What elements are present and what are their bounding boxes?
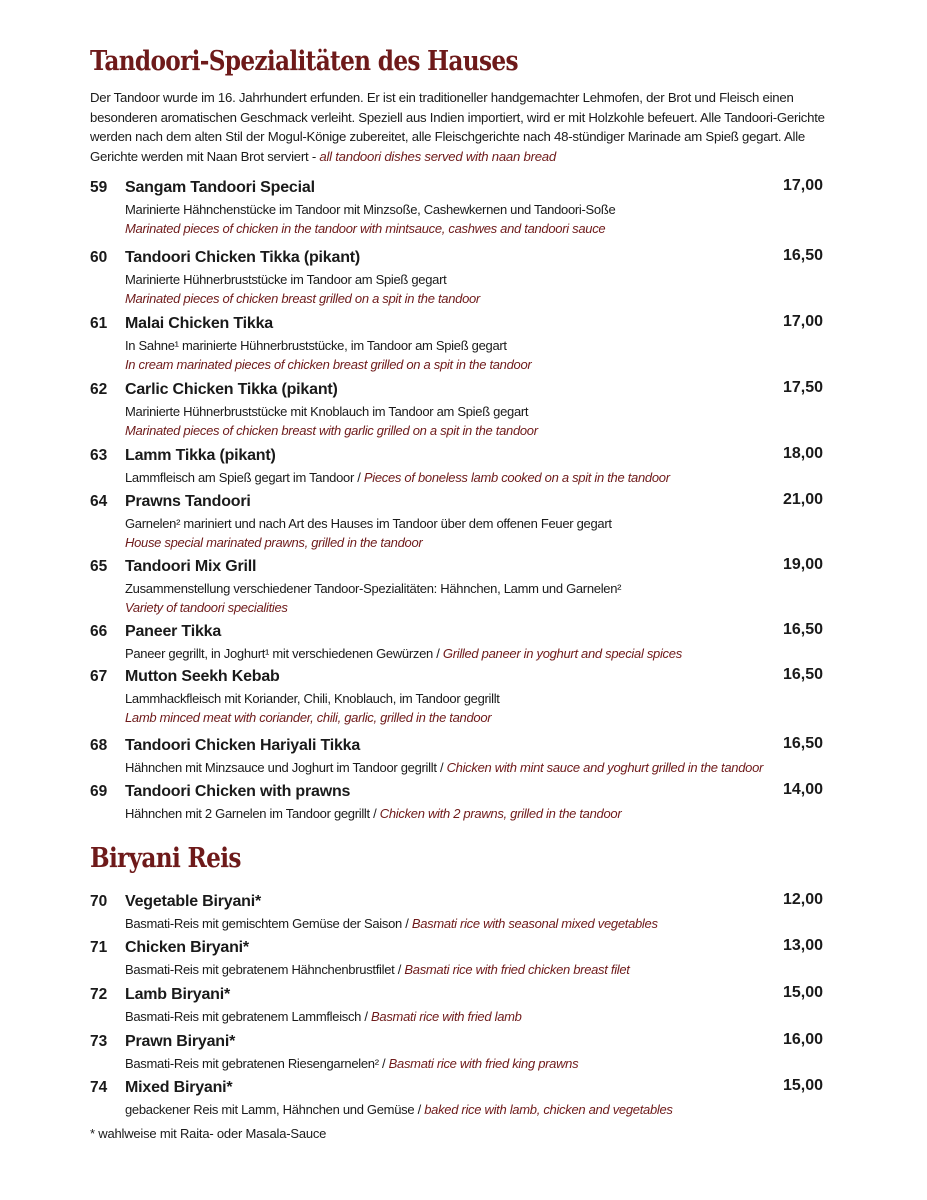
- item-number: 66: [90, 623, 108, 640]
- item-description-german: Hähnchen mit 2 Garnelen im Tandoor gegrillt: [125, 806, 370, 821]
- item-name: Prawn Biryani*: [125, 1033, 236, 1050]
- item-description-german: Garnelen² mariniert und nach Art des Hauses im Tandoor über dem offenen Feuer gegart: [125, 516, 612, 531]
- item-description: [125, 1054, 825, 1073]
- item-price: 15,00: [782, 1077, 823, 1094]
- menu-item-65: [90, 558, 825, 617]
- item-price: 16,00: [782, 1031, 823, 1048]
- item-description-english: Basmati rice with seasonal mixed vegetables: [411, 916, 658, 931]
- menu-item-67: [90, 668, 825, 727]
- item-description-german: Basmati-Reis mit gebratenen Riesengarnelen²: [125, 1056, 379, 1071]
- separator: /: [353, 470, 364, 485]
- biryani-footnote: * wahlweise mit Raita- oder Masala-Sauce: [90, 1126, 327, 1141]
- separator: /: [401, 916, 412, 931]
- item-description-german: Basmati-Reis mit gemischtem Gemüse der Saison: [125, 916, 402, 931]
- item-number: 63: [90, 447, 108, 464]
- item-number: 60: [90, 249, 108, 266]
- item-number: 59: [90, 179, 108, 196]
- item-name: Tandoori Chicken Tikka (pikant): [125, 249, 361, 266]
- item-price: 13,00: [782, 937, 823, 954]
- item-description-english: Basmati rice with fried lamb: [371, 1009, 522, 1024]
- item-description-english: Marinated pieces of chicken breast with garlic grilled on a spit in the tandoor: [125, 423, 538, 438]
- item-description: [125, 758, 825, 777]
- item-name: Sangam Tandoori Special: [125, 179, 315, 196]
- menu-item-73: [90, 1033, 825, 1073]
- item-description-english: Marinated pieces of chicken breast grilled on a spit in the tandoor: [125, 291, 480, 306]
- item-description-english: baked rice with lamb, chicken and vegetables: [424, 1102, 673, 1117]
- item-price: 16,50: [782, 621, 823, 638]
- item-name: Tandoori Mix Grill: [125, 558, 257, 575]
- item-name: Mutton Seekh Kebab: [125, 668, 280, 685]
- tandoori-intro-english: all tandoori dishes served with naan bread: [319, 148, 556, 164]
- menu-item-71: [90, 939, 825, 979]
- item-price: 21,00: [782, 491, 823, 508]
- tandoori-intro-german: Der Tandoor wurde im 16. Jahrhundert erfunden. Er ist ein traditioneller handgemachter Lehmofen, der Brot und Fleisch einen besonderen aromatischen Geschmack verleiht. Speziell aus Indien importiert, wird er mit Holzkohle befeuert. Alle Tandoori-Gerichte werden nach dem alten Stil der Mogul-Könige zubereitet, alle Fleischgerichte nach 48-stündiger Marinade am Spieß gegart. Alle Gerichte werden mit Naan Brot serviert -: [90, 90, 825, 164]
- item-description-german: Basmati-Reis mit gebratenem Lammfleisch: [125, 1009, 362, 1024]
- item-name: Lamm Tikka (pikant): [125, 447, 276, 464]
- item-name: Tandoori Chicken Hariyali Tikka: [125, 737, 361, 754]
- item-name: Prawns Tandoori: [125, 493, 251, 510]
- item-description-english: Basmati rice with fried king prawns: [388, 1056, 579, 1071]
- item-description-german: Marinierte Hühnerbruststücke mit Knoblauch im Tandoor am Spieß gegart: [125, 404, 529, 419]
- menu-item-60: [90, 249, 825, 308]
- item-number: 69: [90, 783, 108, 800]
- item-description: [125, 468, 825, 487]
- item-price: 19,00: [782, 556, 823, 573]
- biryani-section-title: Biryani Reis: [90, 843, 241, 874]
- item-description: [125, 804, 825, 823]
- item-description-german: Paneer gegrillt, in Joghurt¹ mit verschiedenen Gewürzen: [125, 646, 433, 661]
- item-description-german: Lammfleisch am Spieß gegart im Tandoor: [125, 470, 354, 485]
- item-description-english: Marinated pieces of chicken in the tandoor with mintsauce, cashwes and tandoori sauce: [125, 221, 606, 236]
- item-name: Chicken Biryani*: [125, 939, 249, 956]
- menu-item-62: [90, 381, 825, 440]
- item-description: [125, 1100, 825, 1119]
- item-description-german: gebackener Reis mit Lamm, Hähnchen und Gemüse: [125, 1102, 415, 1117]
- item-name: Tandoori Chicken with prawns: [125, 783, 351, 800]
- separator: /: [432, 646, 443, 661]
- item-price: 17,50: [782, 379, 823, 396]
- item-description: [125, 960, 825, 979]
- item-description-german: In Sahne¹ marinierte Hühnerbruststücke, im Tandoor am Spieß gegart: [125, 338, 507, 353]
- item-description-german: Marinierte Hühnerbruststücke im Tandoor am Spieß gegart: [125, 272, 447, 287]
- item-description-english: Chicken with 2 prawns, grilled in the tandoor: [379, 806, 622, 821]
- item-description-german: Zusammenstellung verschiedener Tandoor-Spezialitäten: Hähnchen, Lamm und Garnelen²: [125, 581, 622, 596]
- item-description-english: In cream marinated pieces of chicken breast grilled on a spit in the tandoor: [125, 357, 532, 372]
- item-price: 17,00: [782, 177, 823, 194]
- menu-item-69: [90, 783, 825, 823]
- item-name: Mixed Biryani*: [125, 1079, 233, 1096]
- item-description-english: Pieces of boneless lamb cooked on a spit in the tandoor: [363, 470, 670, 485]
- separator: /: [414, 1102, 425, 1117]
- item-description-english: House special marinated prawns, grilled in the tandoor: [125, 535, 423, 550]
- item-number: 64: [90, 493, 108, 510]
- separator: /: [361, 1009, 372, 1024]
- separator: /: [394, 962, 405, 977]
- menu-item-68: [90, 737, 825, 777]
- item-price: 14,00: [782, 781, 823, 798]
- item-price: 16,50: [782, 666, 823, 683]
- item-description-english: Grilled paneer in yoghurt and special spices: [442, 646, 682, 661]
- item-description-german: Lammhackfleisch mit Koriander, Chili, Knoblauch, im Tandoor gegrillt: [125, 691, 500, 706]
- item-number: 67: [90, 668, 108, 685]
- item-description-german: Basmati-Reis mit gebratenem Hähnchenbrustfilet: [125, 962, 395, 977]
- item-price: 15,00: [782, 984, 823, 1001]
- menu-item-74: [90, 1079, 825, 1119]
- item-price: 16,50: [782, 247, 823, 264]
- item-description-german: Marinierte Hähnchenstücke im Tandoor mit Minzsoße, Cashewkernen und Tandoori-Soße: [125, 202, 616, 217]
- menu-item-72: [90, 986, 825, 1026]
- item-description-english: Lamb minced meat with coriander, chili, garlic, grilled in the tandoor: [125, 710, 492, 725]
- item-name: Carlic Chicken Tikka (pikant): [125, 381, 338, 398]
- item-name: Vegetable Biryani*: [125, 893, 262, 910]
- item-price: 12,00: [782, 891, 823, 908]
- item-description-english: Chicken with mint sauce and yoghurt grilled in the tandoor: [446, 760, 764, 775]
- item-description-english: Basmati rice with fried chicken breast filet: [404, 962, 630, 977]
- item-description: [125, 1007, 825, 1026]
- item-name: Paneer Tikka: [125, 623, 222, 640]
- tandoori-section-title: Tandoori-Spezialitäten des Hauses: [90, 46, 518, 77]
- item-number: 62: [90, 381, 108, 398]
- item-number: 74: [90, 1079, 108, 1096]
- item-price: 18,00: [782, 445, 823, 462]
- item-description-german: Hähnchen mit Minzsauce und Joghurt im Tandoor gegrillt: [125, 760, 437, 775]
- item-number: 72: [90, 986, 108, 1003]
- item-number: 73: [90, 1033, 108, 1050]
- item-number: 70: [90, 893, 108, 910]
- tandoori-intro: [90, 88, 838, 166]
- menu-item-70: [90, 893, 825, 933]
- item-name: Malai Chicken Tikka: [125, 315, 273, 332]
- separator: /: [436, 760, 447, 775]
- menu-item-59: [90, 179, 825, 238]
- menu-item-64: [90, 493, 825, 552]
- item-description: [125, 644, 825, 663]
- item-number: 61: [90, 315, 108, 332]
- menu-item-66: [90, 623, 825, 663]
- item-description: [125, 914, 825, 933]
- item-name: Lamb Biryani*: [125, 986, 230, 1003]
- item-price: 17,00: [782, 313, 823, 330]
- item-description-english: Variety of tandoori specialities: [125, 600, 288, 615]
- menu-item-63: [90, 447, 825, 487]
- menu-item-61: [90, 315, 825, 374]
- item-price: 16,50: [782, 735, 823, 752]
- item-number: 68: [90, 737, 108, 754]
- item-number: 71: [90, 939, 108, 956]
- item-number: 65: [90, 558, 108, 575]
- separator: /: [369, 806, 380, 821]
- separator: /: [378, 1056, 389, 1071]
